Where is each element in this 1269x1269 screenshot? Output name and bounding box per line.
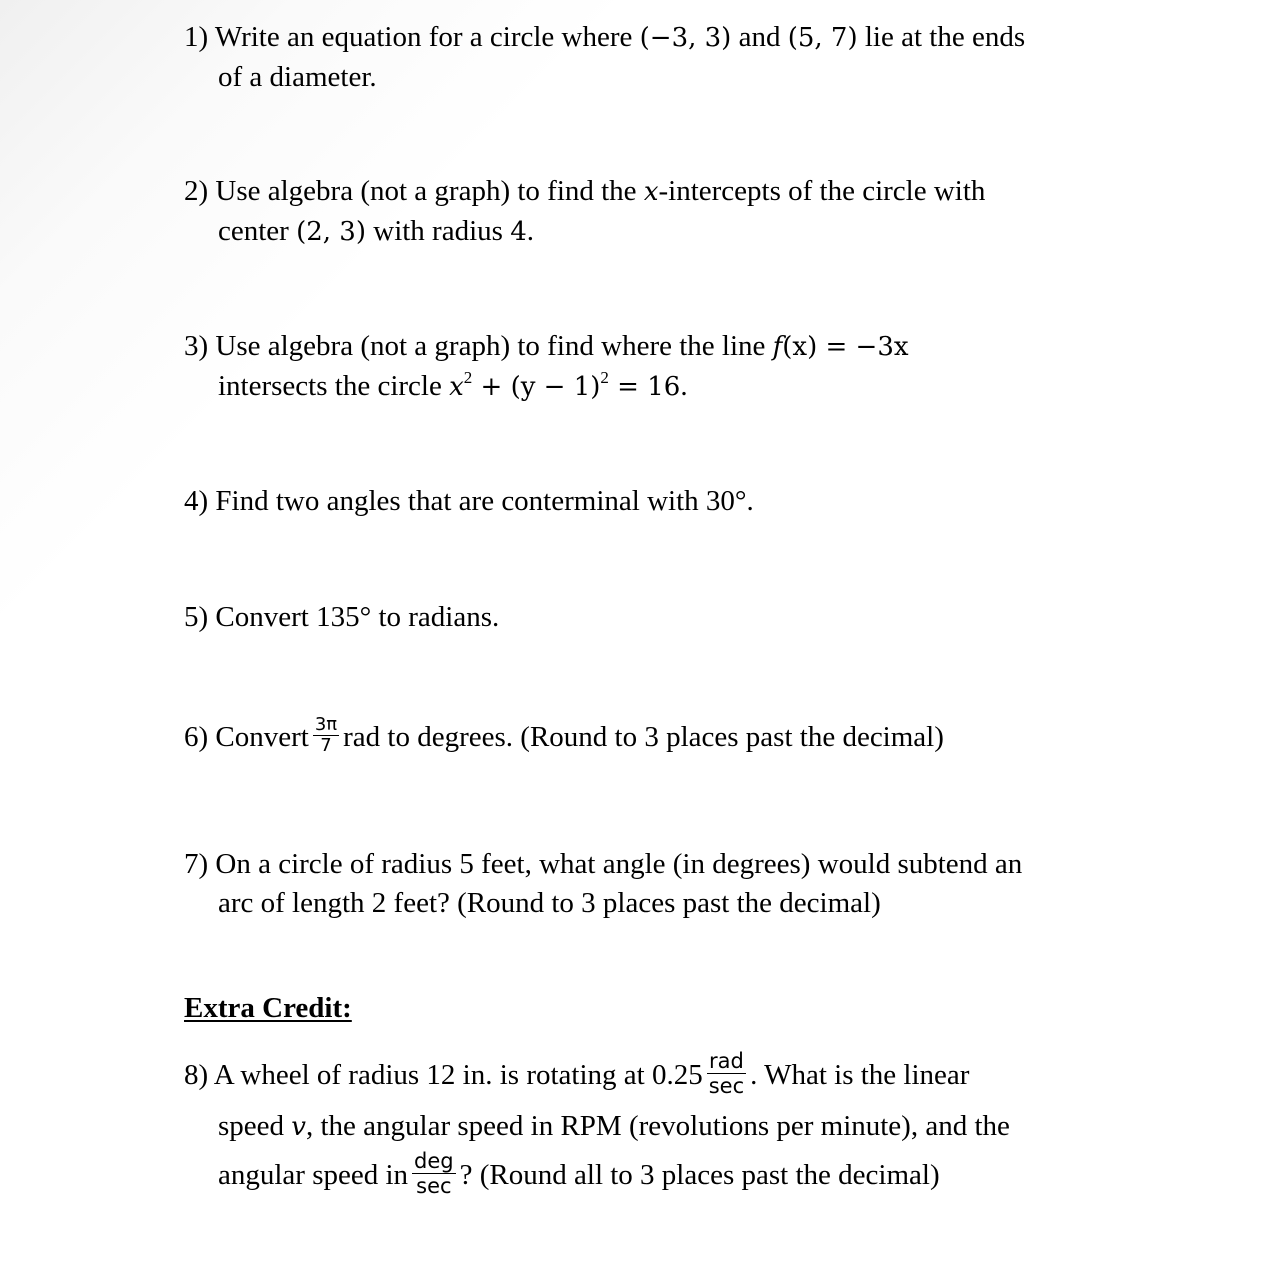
q8-text-post: . What is the linear bbox=[750, 1059, 970, 1091]
q8-line-3-pre: angular speed in bbox=[218, 1158, 409, 1191]
q8-speed-label: speed bbox=[218, 1109, 292, 1142]
q8-unit1-denominator: sec bbox=[708, 1073, 745, 1098]
q6-frac-numerator: 3π bbox=[314, 713, 338, 735]
q5-angle: 135° bbox=[316, 601, 372, 633]
q8-unit2-numerator: deg bbox=[414, 1148, 454, 1173]
q2-line-2 bbox=[184, 212, 1104, 252]
extra-credit-heading: Extra Credit: bbox=[184, 992, 352, 1024]
question-4 bbox=[184, 482, 1104, 521]
q7-line-1: 7) On a circle of radius 5 feet, what angle (in degrees) would subtend an bbox=[184, 848, 1023, 880]
q6-text-pre: 6) Convert bbox=[184, 721, 309, 753]
question-6 bbox=[184, 713, 1104, 760]
q2-text-pre: 2) Use algebra (not a graph) to find the bbox=[184, 175, 644, 207]
q2-variable-x: x bbox=[643, 177, 659, 207]
q8-unit1-numerator: rad bbox=[707, 1049, 746, 1074]
q1-text-mid: and bbox=[731, 21, 788, 53]
q2-center: (2, 3) bbox=[296, 217, 366, 247]
q8-unit-deg-per-sec bbox=[412, 1149, 456, 1198]
q8-line-3-post: ? (Round all to 3 places past the decimal) bbox=[459, 1158, 940, 1191]
q8-line-2-post: , the angular speed in RPM (revolutions per minute), and the bbox=[305, 1109, 1010, 1142]
q6-text-post: rad to degrees. (Round to 3 places past the decimal) bbox=[343, 721, 944, 753]
q3-func-def: (x) = −3x bbox=[782, 332, 909, 362]
q2-period: . bbox=[526, 215, 534, 247]
question-5 bbox=[184, 598, 1104, 637]
q7-line-2: arc of length 2 feet? (Round to 3 places past the decimal) bbox=[218, 887, 881, 919]
q5-text-pre: 5) Convert bbox=[184, 601, 317, 633]
q1-point-b: (5, 7) bbox=[787, 23, 858, 53]
question-2 bbox=[184, 172, 1104, 252]
question-3 bbox=[184, 327, 1104, 407]
q4-period: . bbox=[746, 485, 754, 517]
q1-line-2: of a diameter. bbox=[218, 61, 377, 93]
q6-frac-denominator: 7 bbox=[320, 734, 332, 756]
question-7 bbox=[184, 845, 1104, 923]
q5-text-post: to radians. bbox=[371, 601, 500, 633]
q8-unit-rad-per-sec bbox=[707, 1049, 746, 1098]
q3-eq-exp2: 2 bbox=[600, 368, 609, 387]
q3-text-pre: 3) Use algebra (not a graph) to find where the line bbox=[184, 330, 773, 362]
q8-text-pre: 8) A wheel of radius 12 in. is rotating at 0.25 bbox=[184, 1059, 703, 1091]
q1-point-a: (−3, 3) bbox=[639, 23, 732, 53]
q4-text-pre: 4) Find two angles that are conterminal with bbox=[184, 485, 706, 517]
q4-angle: 30° bbox=[705, 485, 747, 517]
q2-radius-label: with radius bbox=[366, 215, 511, 247]
q1-text-pre: 1) Write an equation for a circle where bbox=[184, 21, 640, 53]
q3-period: . bbox=[680, 370, 688, 402]
q2-text-post: -intercepts of the circle with bbox=[658, 175, 986, 207]
q3-eq-exp1: 2 bbox=[463, 368, 473, 387]
question-8 bbox=[184, 1048, 1104, 1202]
q8-line-3 bbox=[184, 1148, 1104, 1202]
question-1 bbox=[184, 18, 1104, 97]
q3-line-2 bbox=[184, 367, 1104, 407]
q8-line-2 bbox=[184, 1102, 1104, 1151]
q1-text-post: lie at the ends bbox=[857, 21, 1026, 53]
q3-circle-label: intersects the circle bbox=[218, 370, 450, 402]
q2-center-label: center bbox=[218, 215, 297, 247]
q8-variable-v: v bbox=[291, 1111, 306, 1142]
q8-unit2-denominator: sec bbox=[416, 1173, 452, 1198]
q3-func-name: f bbox=[772, 332, 783, 362]
q3-eq-rhs: = 16 bbox=[608, 372, 681, 402]
q6-fraction bbox=[313, 715, 339, 756]
q3-eq-x: x bbox=[449, 372, 464, 402]
q2-radius: 4 bbox=[510, 217, 527, 247]
q3-eq-mid: + (y − 1) bbox=[472, 372, 601, 402]
